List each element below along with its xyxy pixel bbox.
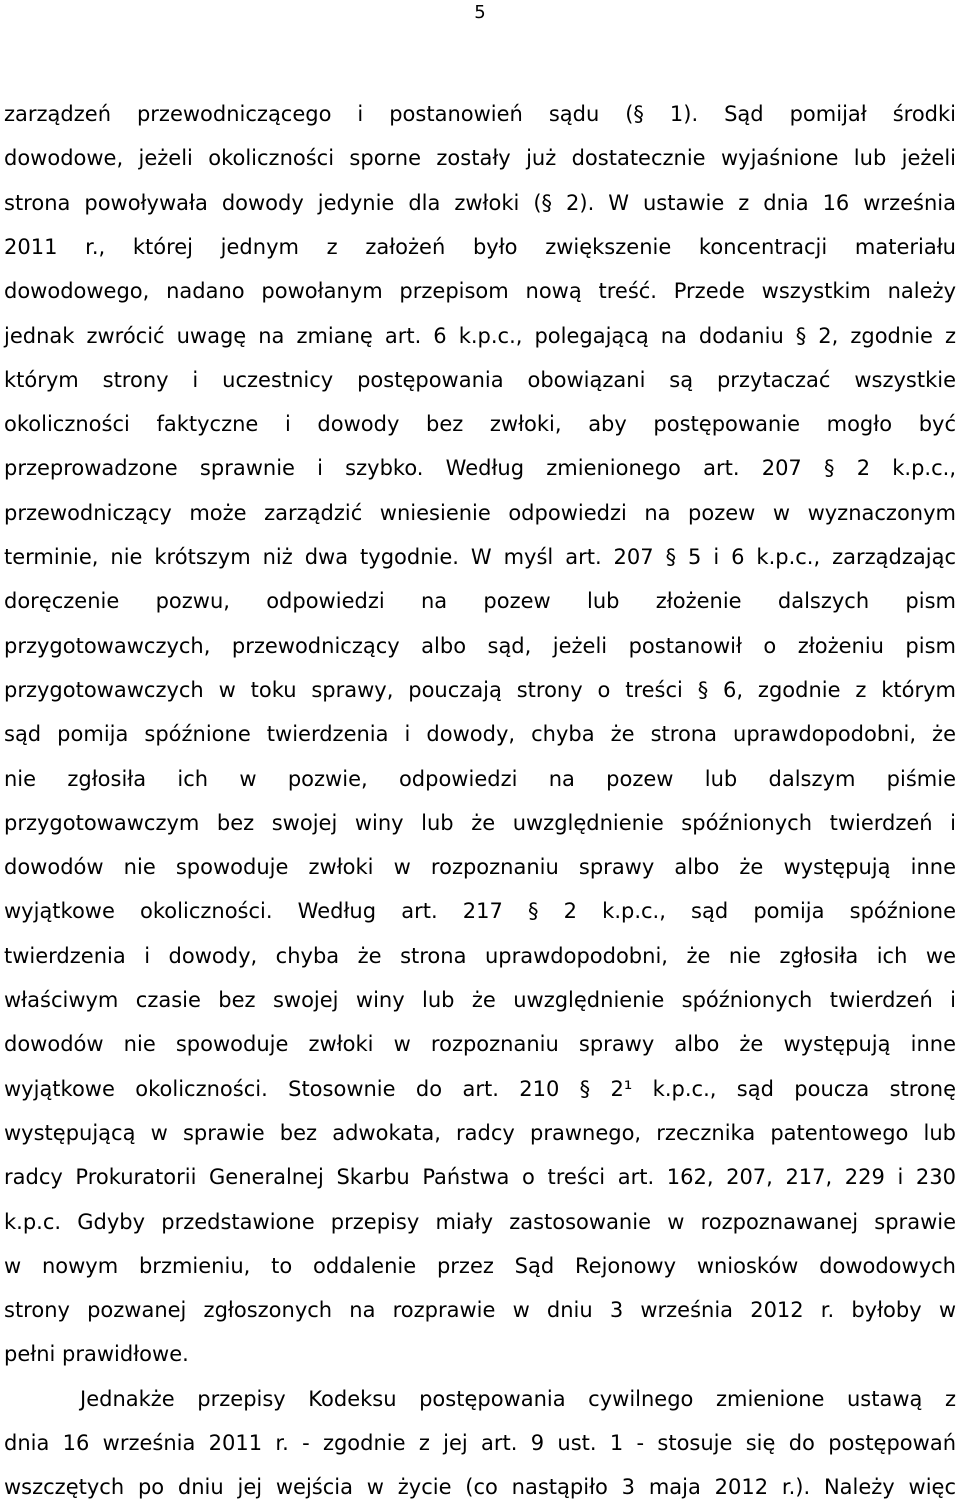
text-line: dowodowe, jeżeli okoliczności sporne zostały już dostatecznie wyjaśnione lub jeżeli <box>4 146 956 171</box>
text-line: terminie, nie krótszym niż dwa tygodnie. W myśl art. 207 § 5 i 6 k.p.c., zarządzając <box>4 545 956 569</box>
text-line: którym strony i uczestnicy postępowania obowiązani są przytaczać wszystkie <box>4 367 956 392</box>
text-line: wyjątkowe okoliczności. Stosownie do art. 210 § 2¹ k.p.c., sąd poucza stronę <box>4 1076 956 1101</box>
text-line: wyjątkowe okoliczności. Według art. 217 § 2 k.p.c., sąd pomija spóźnione <box>4 899 956 924</box>
text-line: w nowym brzmieniu, to oddalenie przez Sąd Rejonowy wniosków dowodowych <box>4 1253 956 1278</box>
text-line: doręczenie pozwu, odpowiedzi na pozew lub złożenie dalszych pism <box>4 589 956 614</box>
text-line: strona powoływała dowody jedynie dla zwłoki (§ 2). W ustawie z dnia 16 września <box>4 190 956 215</box>
text-line: nie zgłosiła ich w pozwie, odpowiedzi na pozew lub dalszym piśmie <box>4 766 956 791</box>
text-line: właściwym czasie bez swojej winy lub że uwzględnienie spóźnionych twierdzeń i <box>4 988 956 1012</box>
page-number: 5 <box>474 2 486 23</box>
text-line: jednak zwrócić uwagę na zmianę art. 6 k.p.c., polegającą na dodaniu § 2, zgodnie z <box>4 323 956 348</box>
text-line: przygotowawczym bez swojej winy lub że uwzględnienie spóźnionych twierdzeń i <box>4 810 956 835</box>
text-line: dowodowego, nadano powołanym przepisom nową treść. Przede wszystkim należy <box>4 279 956 304</box>
text-line: Jednakże przepisy Kodeksu postępowania cywilnego zmienione ustawą z <box>80 1386 956 1411</box>
text-line: występującą w sprawie bez adwokata, radcy prawnego, rzecznika patentowego lub <box>4 1120 956 1145</box>
text-line: pełni prawidłowe. <box>4 1342 189 1367</box>
text-line: 2011 r., której jednym z założeń było zwiększenie koncentracji materiału <box>4 234 956 259</box>
text-line: sąd pomija spóźnione twierdzenia i dowody, chyba że strona uprawdopodobni, że <box>4 722 956 747</box>
text-line: k.p.c. Gdyby przedstawione przepisy miały zastosowanie w rozpoznawanej sprawie <box>4 1209 956 1234</box>
text-line: dowodów nie spowoduje zwłoki w rozpoznaniu sprawy albo że występują inne <box>4 855 956 880</box>
text-line: radcy Prokuratorii Generalnej Skarbu Państwa o treści art. 162, 207, 217, 229 i 230 <box>4 1165 956 1190</box>
text-line: przewodniczący może zarządzić wniesienie odpowiedzi na pozew w wyznaczonym <box>4 500 956 525</box>
text-line: dnia 16 września 2011 r. - zgodnie z jej art. 9 ust. 1 - stosuje się do postępowań <box>4 1431 956 1455</box>
text-line: dowodów nie spowoduje zwłoki w rozpoznaniu sprawy albo że występują inne <box>4 1032 956 1057</box>
text-line: przygotowawczych, przewodniczący albo sąd, jeżeli postanowił o złożeniu pism <box>4 633 956 658</box>
text-line: twierdzenia i dowody, chyba że strona uprawdopodobni, że nie zgłosiła ich we <box>4 943 956 968</box>
text-line: przeprowadzone sprawnie i szybko. Według zmienionego art. 207 § 2 k.p.c., <box>4 456 956 481</box>
text-line: zarządzeń przewodniczącego i postanowień sądu (§ 1). Sąd pomijał środki <box>4 102 956 126</box>
text-line: okoliczności faktyczne i dowody bez zwłoki, aby postępowanie mogło być <box>4 412 956 437</box>
text-line: strony pozwanej zgłoszonych na rozprawie w dniu 3 września 2012 r. byłoby w <box>4 1298 956 1323</box>
text-line: wszczętych po dniu jej wejścia w życie (co nastąpiło 3 maja 2012 r.). Należy więc <box>4 1475 956 1500</box>
text-line: przygotowawczych w toku sprawy, pouczają strony o treści § 6, zgodnie z którym <box>4 677 956 702</box>
